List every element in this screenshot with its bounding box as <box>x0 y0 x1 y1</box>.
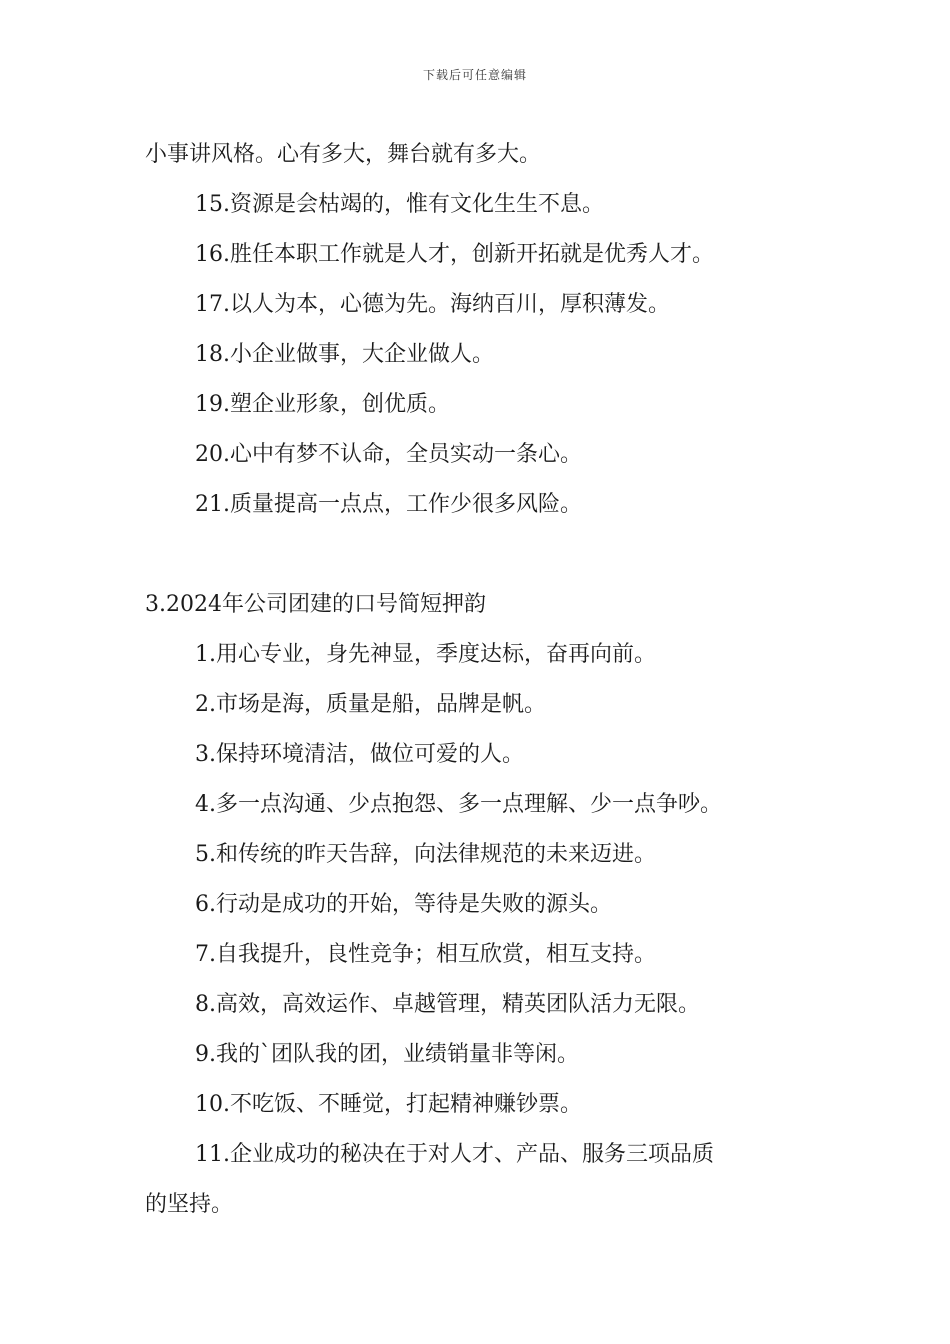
list-item: 11.企业成功的秘决在于对人才、产品、服务三项品质 <box>195 1142 714 1167</box>
paragraph-continuation: 小事讲风格。心有多大，舞台就有多大。 <box>145 142 542 167</box>
list-item: 15.资源是会枯竭的，惟有文化生生不息。 <box>195 192 604 217</box>
list-item: 10.不吃饭、不睡觉，打起精神赚钞票。 <box>195 1092 582 1117</box>
list-item: 9.我的`团队我的团，业绩销量非等闲。 <box>195 1042 579 1067</box>
list-item: 2.市场是海，质量是船，品牌是帆。 <box>195 692 546 717</box>
list-item: 21.质量提高一点点，工作少很多风险。 <box>195 492 582 517</box>
list-item: 16.胜任本职工作就是人才，创新开拓就是优秀人才。 <box>195 242 714 267</box>
list-item: 8.高效，高效运作、卓越管理，精英团队活力无限。 <box>195 992 700 1017</box>
list-item: 1.用心专业，身先神显，季度达标，奋再向前。 <box>195 642 656 667</box>
list-item: 19.塑企业形象，创优质。 <box>195 392 450 417</box>
list-item: 20.心中有梦不认命，全员实动一条心。 <box>195 442 582 467</box>
paragraph-continuation: 的坚持。 <box>145 1192 234 1217</box>
section-gap <box>145 530 825 580</box>
page-header: 下载后可任意编辑 <box>422 68 527 82</box>
document-body <box>145 130 825 1230</box>
list-item: 4.多一点沟通、少点抱怨、多一点理解、少一点争吵。 <box>195 792 722 817</box>
section-heading: 3.2024年公司团建的口号简短押韵 <box>145 592 486 617</box>
list-item: 6.行动是成功的开始，等待是失败的源头。 <box>195 892 612 917</box>
list-item: 5.和传统的昨天告辞，向法律规范的未来迈进。 <box>195 842 656 867</box>
list-item: 17.以人为本，心德为先。海纳百川，厚积薄发。 <box>195 292 670 317</box>
list-item: 18.小企业做事，大企业做人。 <box>195 342 494 367</box>
list-item: 7.自我提升，良性竞争；相互欣赏，相互支持。 <box>195 942 656 967</box>
list-item: 3.保持环境清洁，做位可爱的人。 <box>195 742 524 767</box>
